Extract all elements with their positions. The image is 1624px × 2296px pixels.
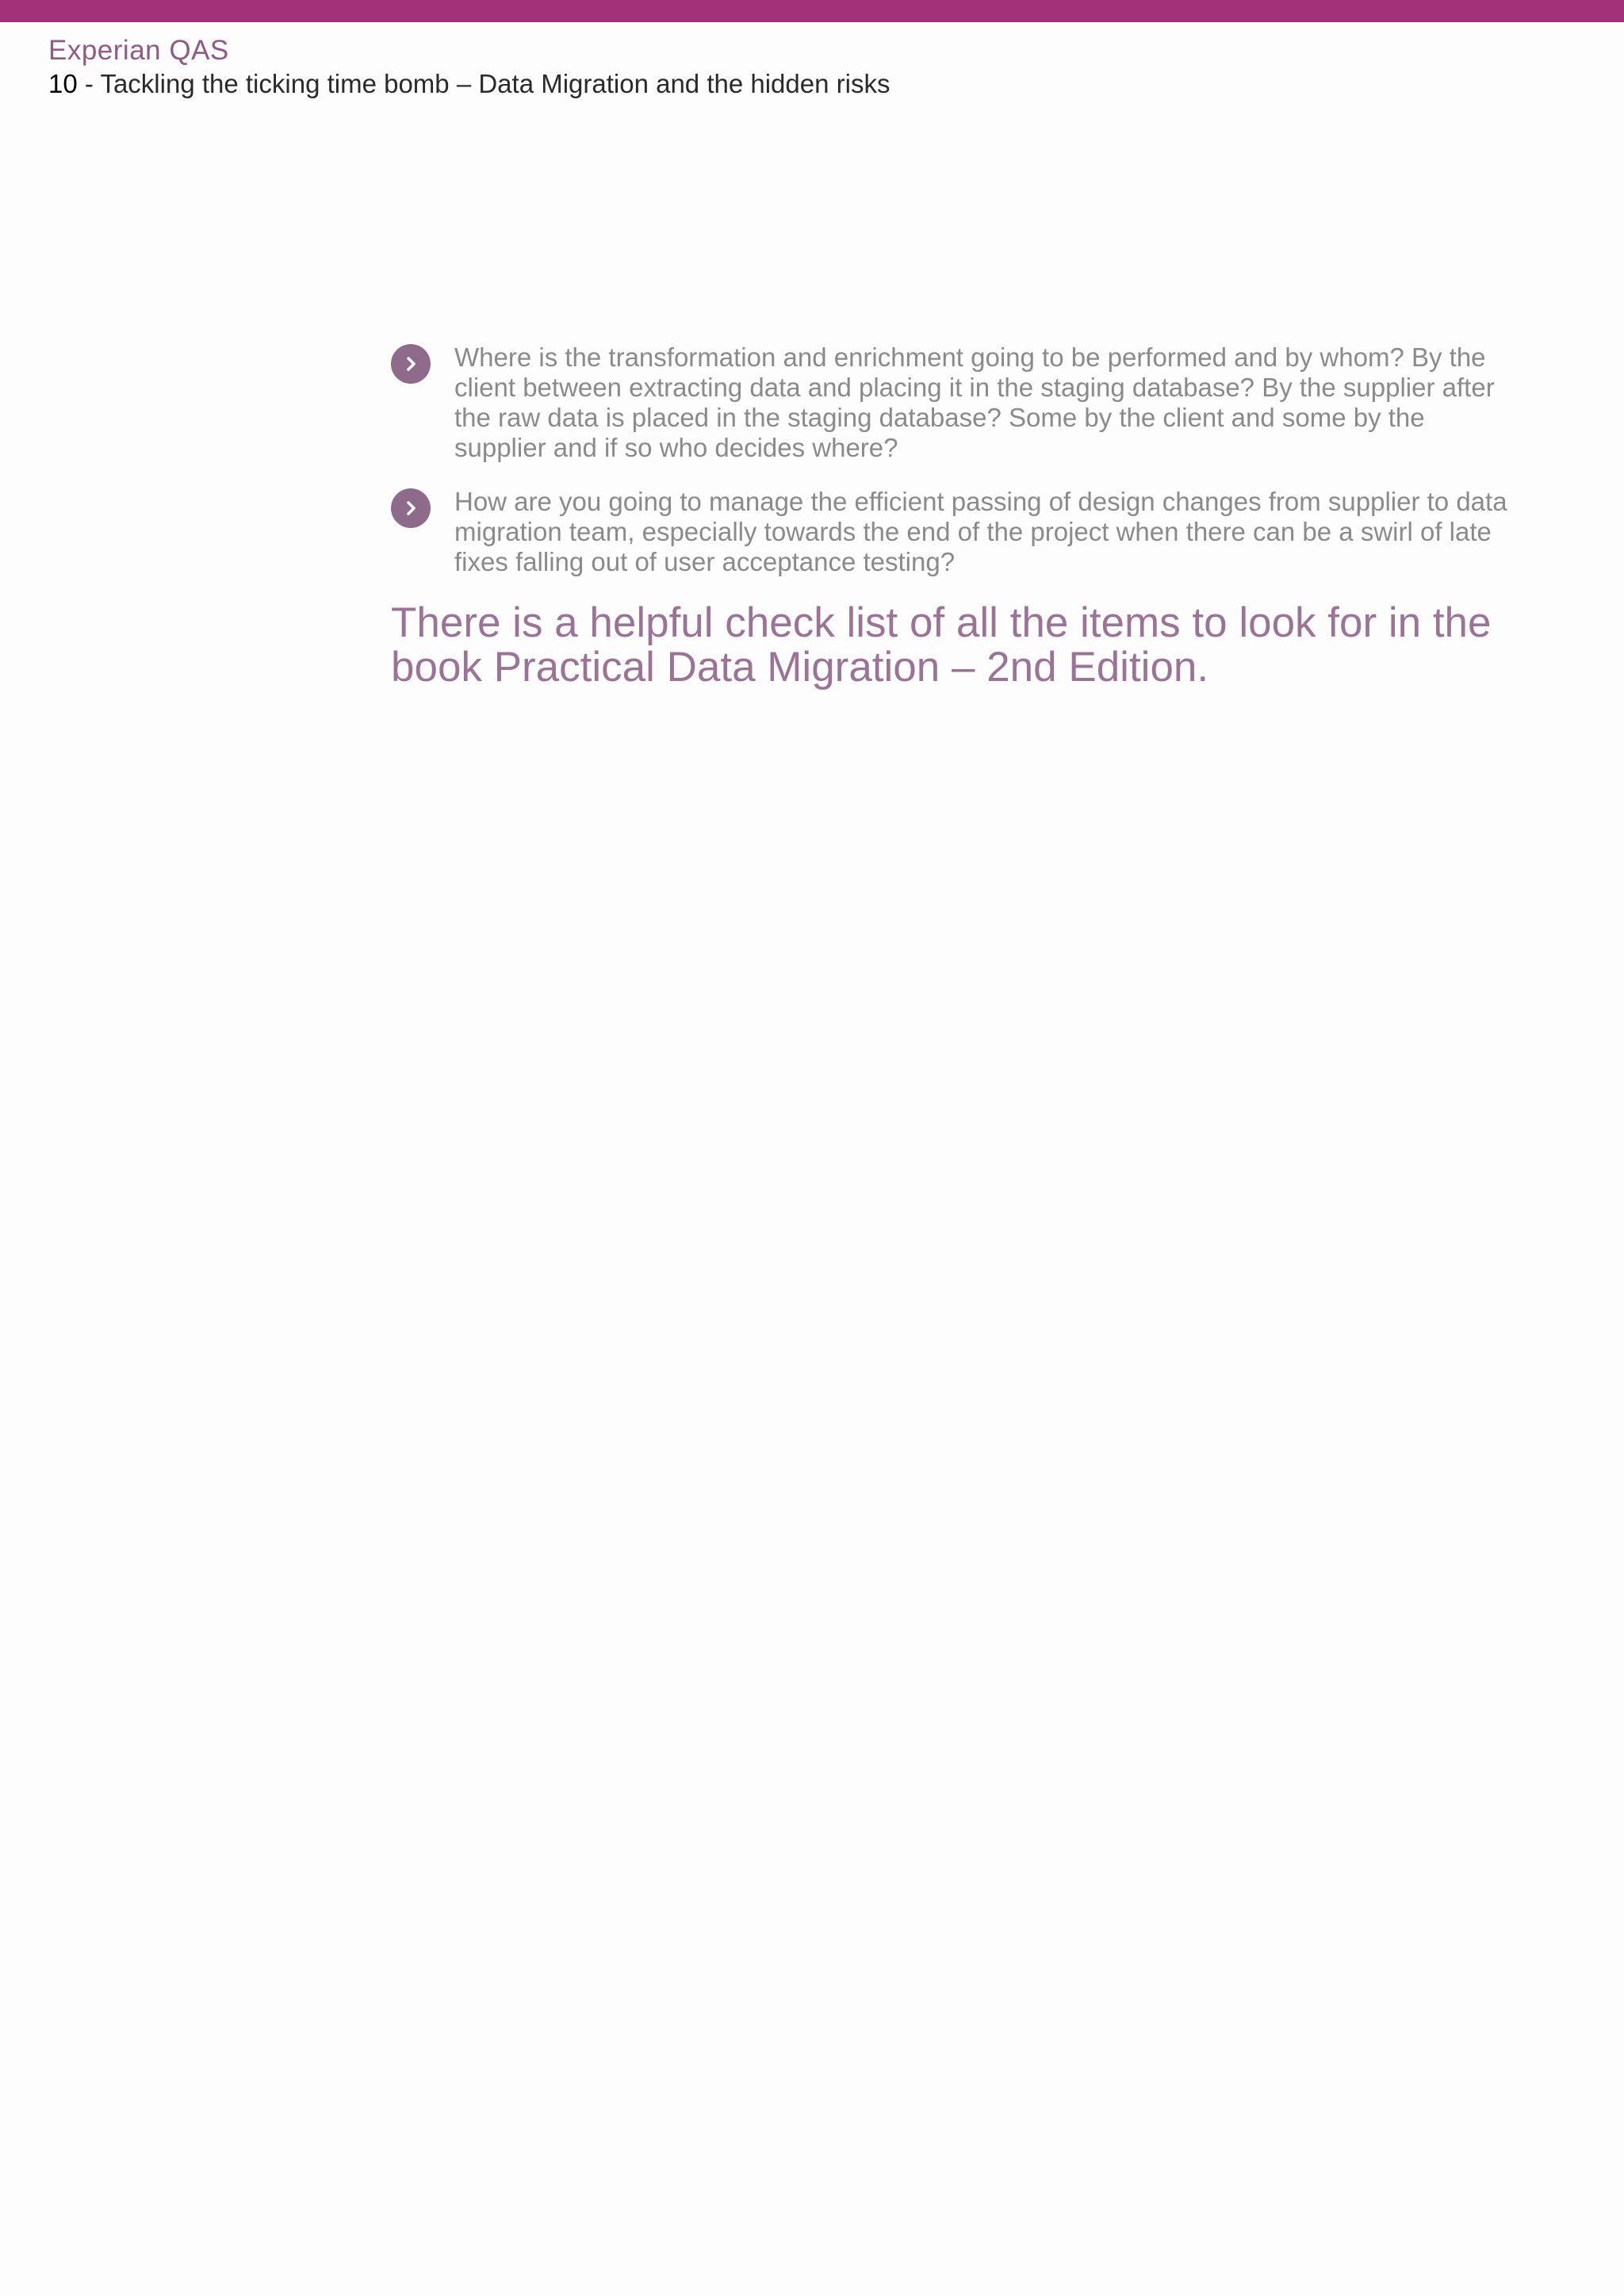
- bullet-item: [391, 487, 1517, 577]
- document-title: - Tackling the ticking time bomb – Data Migration and the hidden risks: [77, 69, 891, 98]
- main-content: [391, 342, 1517, 690]
- header-accent-bar: [0, 0, 1624, 22]
- chevron-right-icon: [391, 488, 431, 528]
- bullet-item: [391, 342, 1517, 463]
- chevron-right-icon: [391, 344, 431, 384]
- page-number: 10: [48, 69, 78, 98]
- bullet-text: How are you going to manage the efficient passing of design changes from supplier to data migration team, especially towards the end of the project when there can be a swirl of late fixes falling out of user acceptance testing?: [454, 487, 1507, 576]
- callout-text: There is a helpful check list of all the items to look for in the book Practical Data Migration – 2nd Edition.: [391, 599, 1492, 691]
- running-title: [48, 69, 890, 99]
- bullet-text: Where is the transformation and enrichment going to be performed and by whom? By the client between extracting data and placing it in the staging database? By the supplier after the raw data is placed in the staging database? Some by the client and some by the supplier and if so who decides where?: [454, 342, 1495, 462]
- brand-name: Experian QAS: [48, 35, 229, 66]
